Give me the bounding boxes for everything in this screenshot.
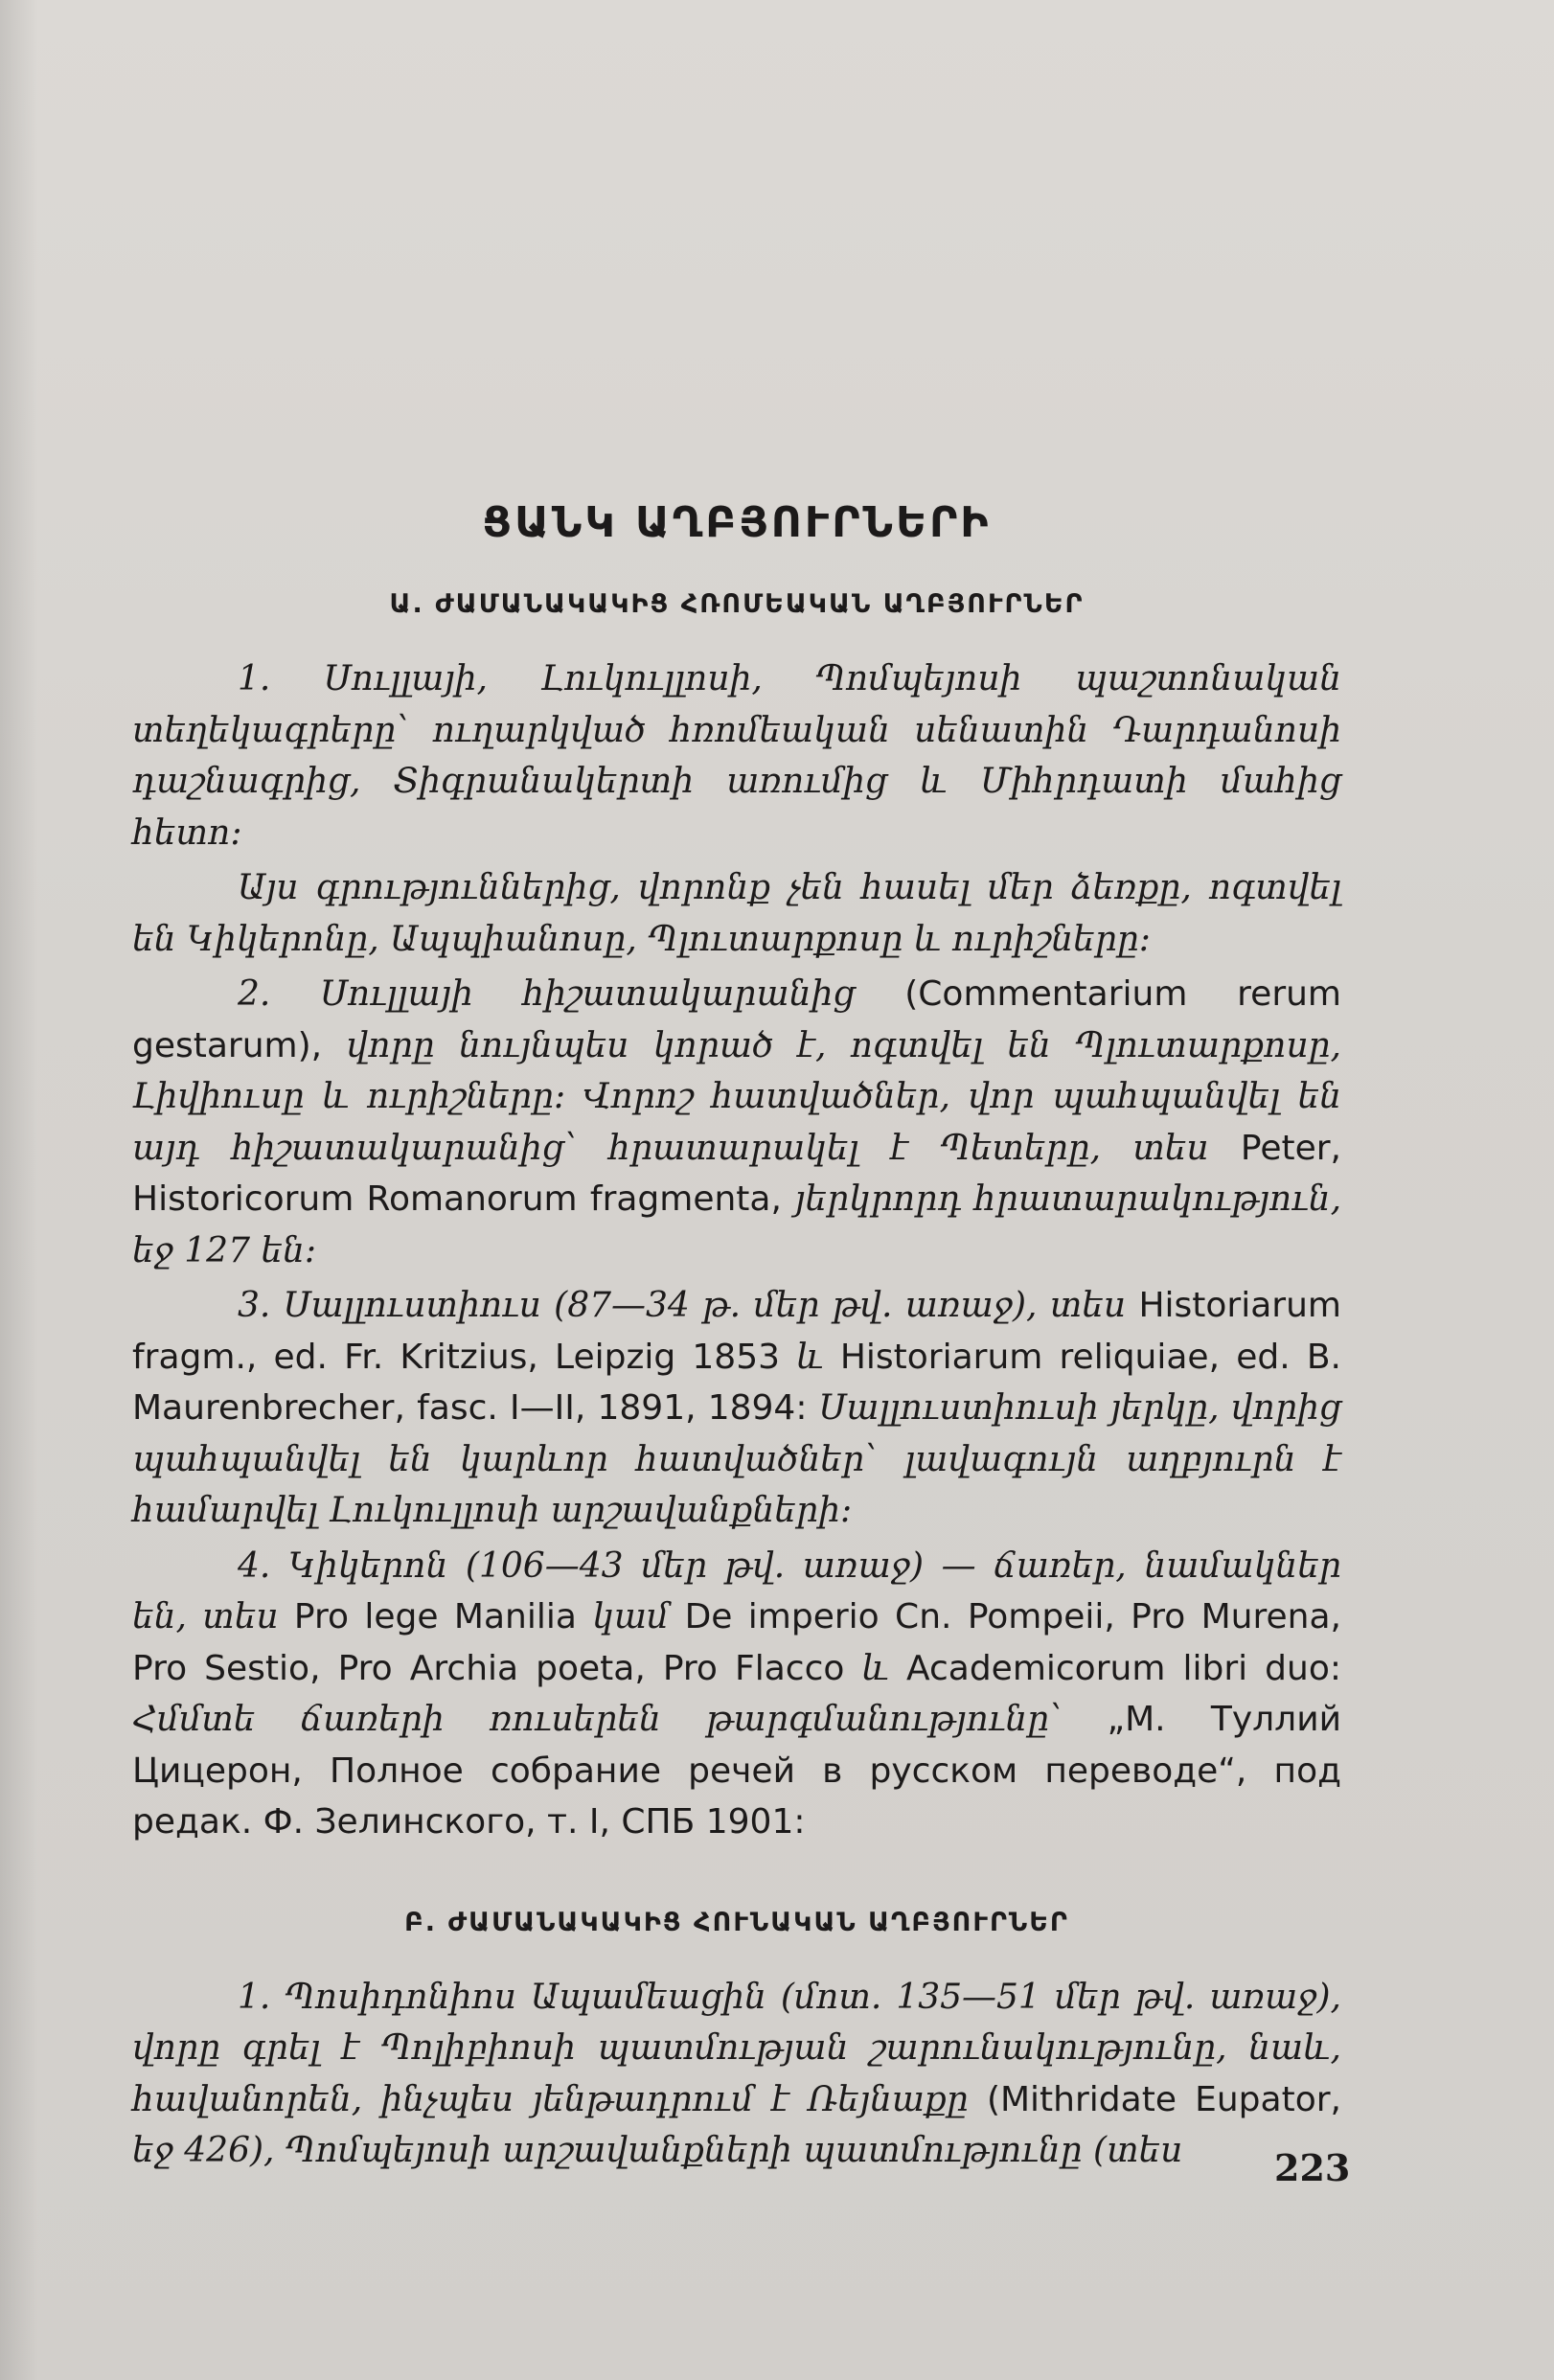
page-title: ՑԱՆԿ ԱՂԲՅՈՒՐՆԵՐԻ	[482, 498, 992, 547]
paragraph-b1-prefix: 1. Պոսիդոնիոս Ապամեացին (մոտ. 135—51 մեր թվ. առաջ), վորը գրել է Պոլիբիոսի պատմության շարունակությունը, նաև, հավանորեն, ինչպես յենթադրում է Ռեյնաքը	[132, 1977, 1341, 2119]
paragraph-b1	[132, 1972, 1341, 2177]
paragraph-a4-or: կամ	[592, 1597, 670, 1636]
paragraph-a3-suffix: Սալլուստիուսի յերկը, վորից պահպանվել են կարևոր հատվածներ՝ լավագույն աղբյուրն է համարվել Լուկուլլոսի արշավանքների:	[132, 1388, 1341, 1530]
paragraph-a3-prefix: 3. Սալլուստիուս (87—34 թ. մեր թվ. առաջ), տես	[238, 1286, 1127, 1325]
paragraph-a3	[132, 1280, 1341, 1537]
paragraph-a2	[132, 969, 1341, 1276]
paragraph-a4-middle: Հմմտե ճառերի ռուսերեն թարգմանությունը՝	[132, 1700, 1063, 1739]
section-a-title: Ա. ԺԱՄԱՆԱԿԱԿԻՑ ՀՌՈՄԵԱԿԱՆ ԱՂԲՅՈՒՐՆԵՐ	[389, 589, 1085, 619]
paragraph-a1: 1. Սուլլայի, Լուկուլլոսի, Պոմպեյոսի պաշտոնական տեղեկագրերը՝ ուղարկված հռոմեական սենատին Դարդանոսի դաշնագրից, Տիգրանակերտի առումից և Միհրդատի մահից հետո:	[132, 659, 1341, 853]
paragraph-a4-latin-3: Academicorum libri duo:	[905, 1648, 1342, 1688]
paragraph-a2-latin-reference: Peter, Historicorum Romanorum fragmenta,	[132, 1128, 1341, 1219]
paragraph-a4-and: և	[861, 1648, 889, 1688]
section-b-title: Բ. ԺԱՄԱՆԱԿԱԿԻՑ ՀՈՒՆԱԿԱՆ ԱՂԲՅՈՒՐՆԵՐ	[404, 1907, 1069, 1937]
paragraph-a4	[132, 1541, 1341, 1848]
paragraph-a2-suffix: յերկրորդ հրատարակություն, եջ 127 են:	[132, 1179, 1342, 1270]
paragraph-b1-suffix: եջ 426), Պոմպեյոսի արշավանքների պատմությունը (տես	[132, 2131, 1183, 2170]
paragraph-a4-latin-1: Pro lege Manilia	[293, 1597, 577, 1636]
paragraph-a2-latin-title: (Commentarium rerum gestarum),	[132, 974, 1342, 1065]
paragraph-a1-continued: Այս գրություններից, վորոնք չեն հասել մեր ձեռքը, ոգտվել են Կիկերոնը, Ապպիանոսը, Պլուտարքոսը և ուրիշները:	[132, 868, 1341, 959]
paragraph-a4-prefix: 4. Կիկերոն (106—43 մեր թվ. առաջ) — ճառեր, նամակներ են, տես	[132, 1545, 1341, 1636]
paragraph-a2-prefix: 2. Սուլլայի հիշատակարանից	[238, 974, 856, 1014]
paragraph-a3-conjunction: և	[796, 1337, 824, 1377]
paragraph-a4-russian-reference: „М. Туллий Цицерон, Полное собрание речей в русском переводе“, под редак. Ф. Зелинского, т. I, СПБ 1901:	[132, 1700, 1341, 1842]
page-content	[132, 498, 1341, 2177]
paragraph-a2-middle: վորը նույնպես կորած է, ոգտվել են Պլուտարքոսը, Լիվիուսը և ուրիշները: Վորոշ հատվածներ, վոր պահպանվել են այդ հիշատակարանից՝ հրատարակել է Պետերը, տես	[132, 1025, 1342, 1168]
page-number: 223	[1274, 2146, 1351, 2189]
paragraph-a3-latin-edition-2: Historiarum reliquiae, ed. B. Maurenbrecher, fasc. I—II, 1891, 1894:	[132, 1337, 1341, 1428]
paragraph-a3-latin-edition-1: Historiarum fragm., ed. Fr. Kritzius, Leipzig 1853	[132, 1286, 1341, 1377]
paragraph-b1-latin: (Mithridate Eupator,	[986, 2079, 1341, 2119]
paragraph-a4-latin-2: De imperio Cn. Pompeii, Pro Murena, Pro Sestio, Pro Archia poeta, Pro Flacco	[132, 1597, 1341, 1688]
